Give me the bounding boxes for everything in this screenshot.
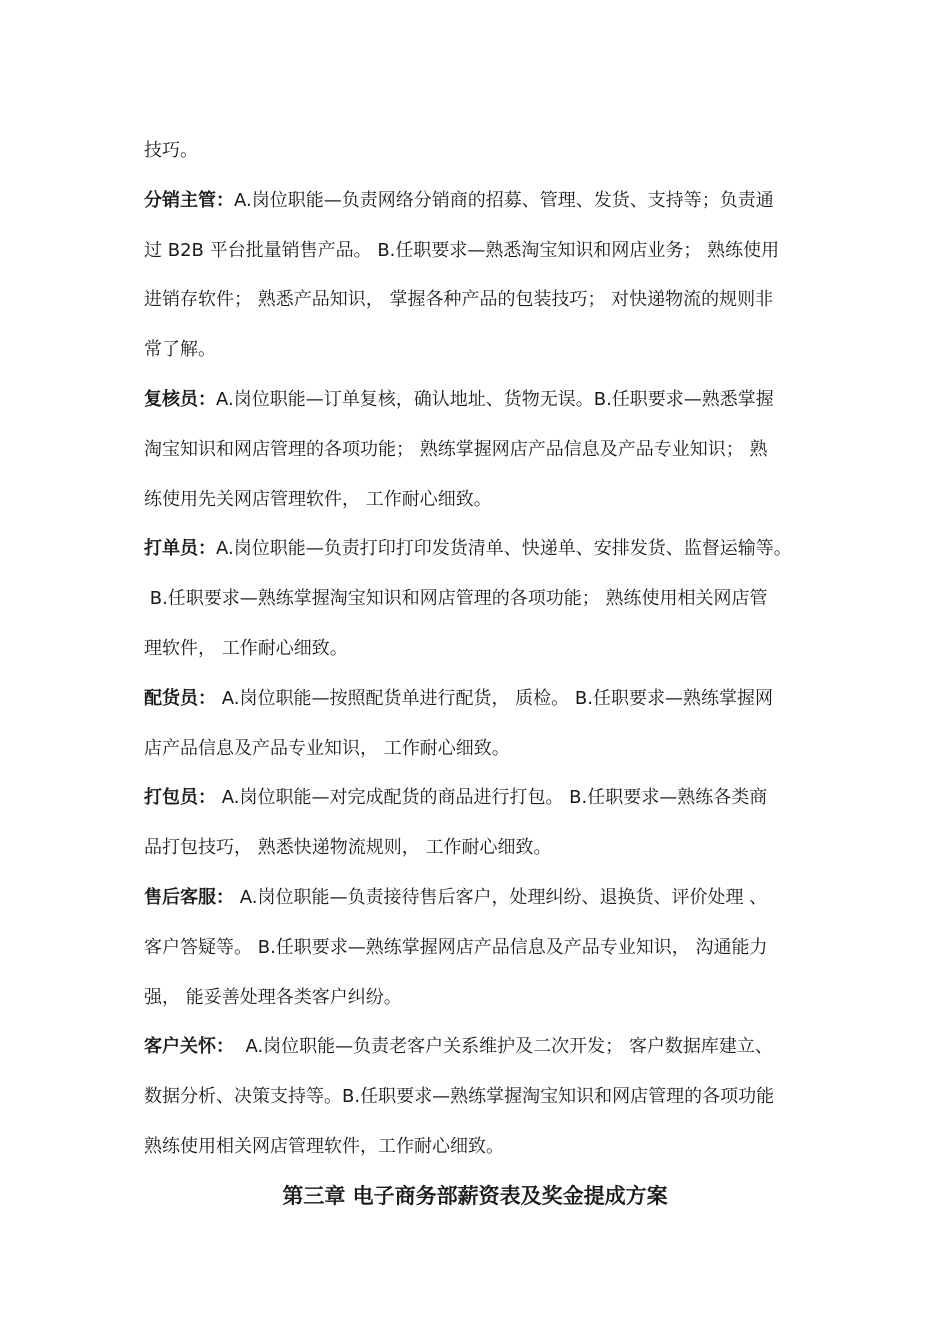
role-label-reviewer: 复核员： <box>144 388 216 410</box>
line-text: 店产品信息及产品专业知识， 工作耐心细致。 <box>144 737 510 759</box>
text-line-15 <box>144 823 812 873</box>
text-line-1 <box>144 126 812 176</box>
role-label-picker: 配货员： <box>144 687 216 709</box>
text-line-14 <box>144 773 812 823</box>
text-line-16 <box>144 873 812 923</box>
line-text: 淘宝知识和网店管理的各项功能； 熟练掌握网店产品信息及产品专业知识； 熟 <box>144 438 768 460</box>
text-line-12 <box>144 674 812 724</box>
line-text: A.岗位职能—负责打印打印发货清单、快递单、安排发货、监督运输等。 <box>216 538 792 560</box>
text-line-8 <box>144 475 812 525</box>
text-line-4 <box>144 275 812 325</box>
role-label-after-sales: 售后客服： <box>144 886 234 908</box>
line-text: A.岗位职能—负责老客户关系维护及二次开发； 客户数据库建立、 <box>234 1036 773 1058</box>
line-text: 过 B2B 平台批量销售产品。 B.任职要求—熟悉淘宝知识和网店业务； 熟练使用 <box>144 239 780 261</box>
role-label-distribution-manager: 分销主管： <box>144 189 234 211</box>
text-line-18 <box>144 973 812 1023</box>
text-line-7 <box>144 425 812 475</box>
text-line-21 <box>144 1122 812 1172</box>
line-text: 常了解。 <box>144 339 216 361</box>
text-line-11 <box>144 624 812 674</box>
line-text: 数据分析、决策支持等。B.任职要求—熟练掌握淘宝知识和网店管理的各项功能 <box>144 1086 775 1108</box>
line-text: 熟练使用相关网店管理软件，工作耐心细致。 <box>144 1135 504 1157</box>
line-text: 进销存软件； 熟悉产品知识， 掌握各种产品的包装技巧； 对快递物流的规则非 <box>144 289 774 311</box>
document-body <box>144 126 812 1172</box>
line-text: 练使用先关网店管理软件， 工作耐心细致。 <box>144 488 492 510</box>
line-text: 理软件， 工作耐心细致。 <box>144 637 348 659</box>
line-text: A.岗位职能—负责网络分销商的招募、管理、发货、支持等；负责通 <box>234 189 774 211</box>
text-line-20 <box>144 1072 812 1122</box>
line-text: A.岗位职能—负责接待售后客户，处理纠纷、退换货、评价处理 、 <box>234 886 768 908</box>
role-label-packer: 打包员： <box>144 787 216 809</box>
text-line-5 <box>144 325 812 375</box>
line-text: 技巧。 <box>144 140 198 161</box>
line-text: 客户答疑等。 B.任职要求—熟练掌握网店产品信息及产品专业知识， 沟通能力 <box>144 936 768 958</box>
role-label-order-printer: 打单员： <box>144 538 216 560</box>
text-line-13 <box>144 724 812 774</box>
text-line-10 <box>144 574 812 624</box>
line-text: 强， 能妥善处理各类客户纠纷。 <box>144 986 402 1008</box>
chapter-title: 第三章 电子商务部薪资表及奖金提成方案 <box>282 1184 668 1208</box>
line-text: A.岗位职能—对完成配货的商品进行打包。 B.任职要求—熟练各类商 <box>216 787 768 809</box>
line-text: A.岗位职能—订单复核，确认地址、货物无误。B.任职要求—熟悉掌握 <box>216 388 774 410</box>
line-text: B.任职要求—熟练掌握淘宝知识和网店管理的各项功能； 熟练使用相关网店管 <box>144 588 768 610</box>
line-text: 品打包技巧， 熟悉快递物流规则， 工作耐心细致。 <box>144 837 552 859</box>
text-line-17 <box>144 923 812 973</box>
line-text: A.岗位职能—按照配货单进行配货， 质检。 B.任职要求—熟练掌握网 <box>216 687 773 709</box>
text-line-6 <box>144 375 812 425</box>
text-line-2 <box>144 176 812 226</box>
text-line-19 <box>144 1022 812 1072</box>
role-label-customer-care: 客户关怀： <box>144 1036 234 1058</box>
text-line-3 <box>144 226 812 276</box>
text-line-9 <box>144 524 812 574</box>
